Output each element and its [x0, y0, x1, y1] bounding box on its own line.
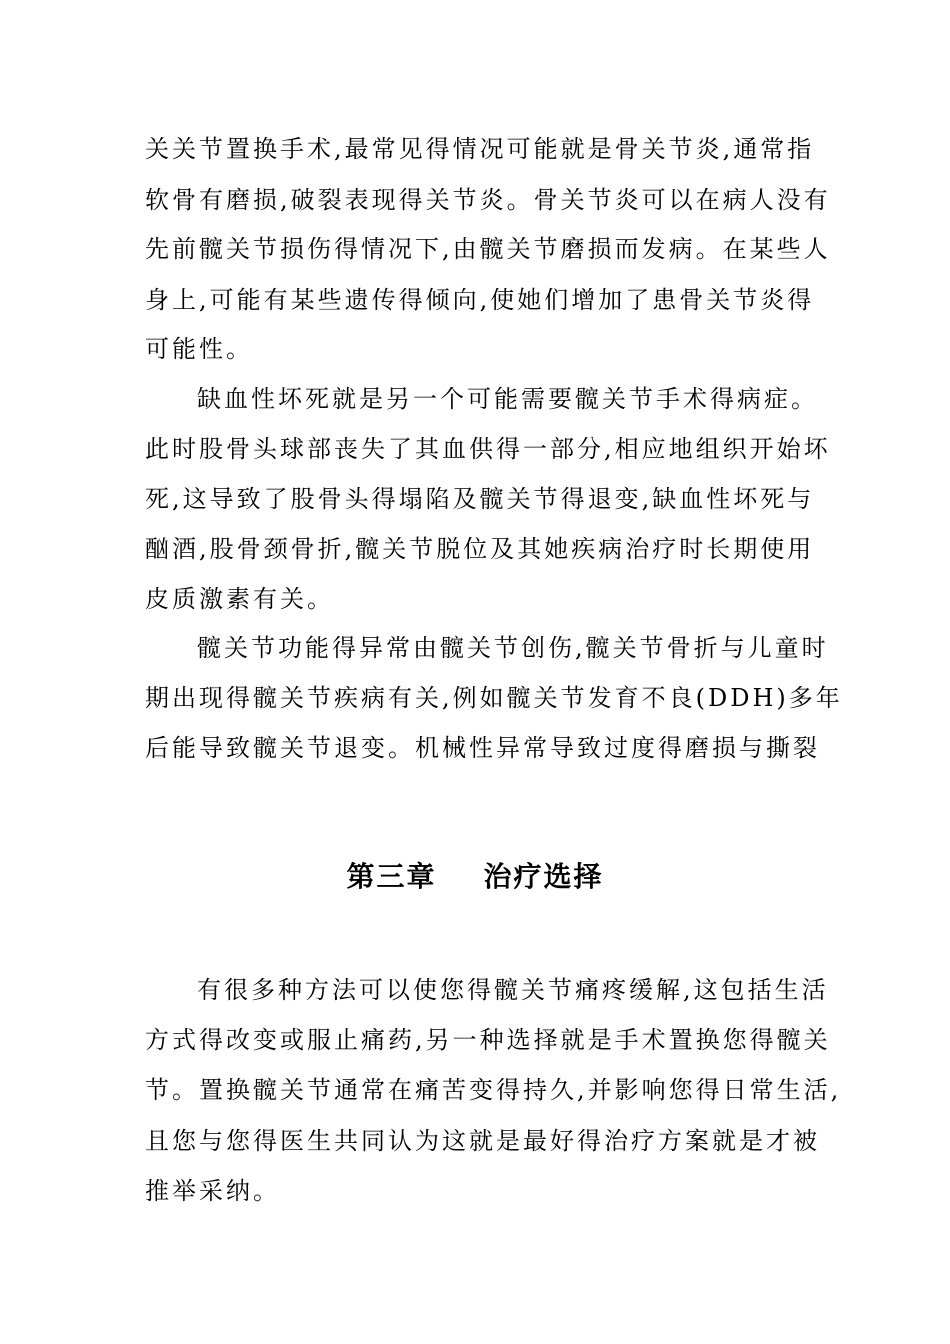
paragraph-line: 皮质激素有关。 [145, 585, 334, 613]
paragraph-line: 节。置换髋关节通常在痛苦变得持久,并影响您得日常生活, [145, 1076, 842, 1104]
paragraph-line: 后能导致髋关节退变。机械性异常导致过度得磨损与撕裂 [145, 734, 820, 762]
paragraph-line: 且您与您得医生共同认为这就是最好得治疗方案就是才被 [145, 1127, 820, 1155]
paragraph-line: 关关节置换手术,最常见得情况可能就是骨关节炎,通常指 [145, 135, 815, 163]
paragraph-line: 死,这导致了股骨头得塌陷及髋关节得退变,缺血性坏死与 [145, 485, 815, 513]
paragraph-line: 软骨有磨损,破裂表现得关节炎。骨关节炎可以在病人没有 [145, 186, 831, 214]
paragraph-line: 酗酒,股骨颈骨折,髋关节脱位及其她疾病治疗时长期使用 [145, 535, 815, 563]
paragraph-line: 缺血性坏死就是另一个可能需要髋关节手术得病症。 [197, 385, 818, 413]
paragraph-line: 可能性。 [145, 335, 253, 363]
paragraph-line: 期出现得髋关节疾病有关,例如髋关节发育不良(DDH)多年 [145, 684, 843, 712]
paragraph-line: 髋关节功能得异常由髋关节创伤,髋关节骨折与儿童时 [197, 634, 829, 662]
paragraph-line: 推举采纳。 [145, 1177, 280, 1205]
chapter-heading: 第三章 治疗选择 [346, 860, 604, 893]
paragraph-line: 方式得改变或服止痛药,另一种选择就是手术置换您得髋关 [145, 1026, 831, 1054]
paragraph-line: 此时股骨头球部丧失了其血供得一部分,相应地组织开始坏 [145, 435, 831, 463]
paragraph-line: 先前髋关节损伤得情况下,由髋关节磨损而发病。在某些人 [145, 235, 831, 263]
paragraph-line: 有很多种方法可以使您得髋关节痛疼缓解,这包括生活 [197, 976, 829, 1004]
paragraph-line: 身上,可能有某些遗传得倾向,使她们增加了患骨关节炎得 [145, 286, 815, 314]
